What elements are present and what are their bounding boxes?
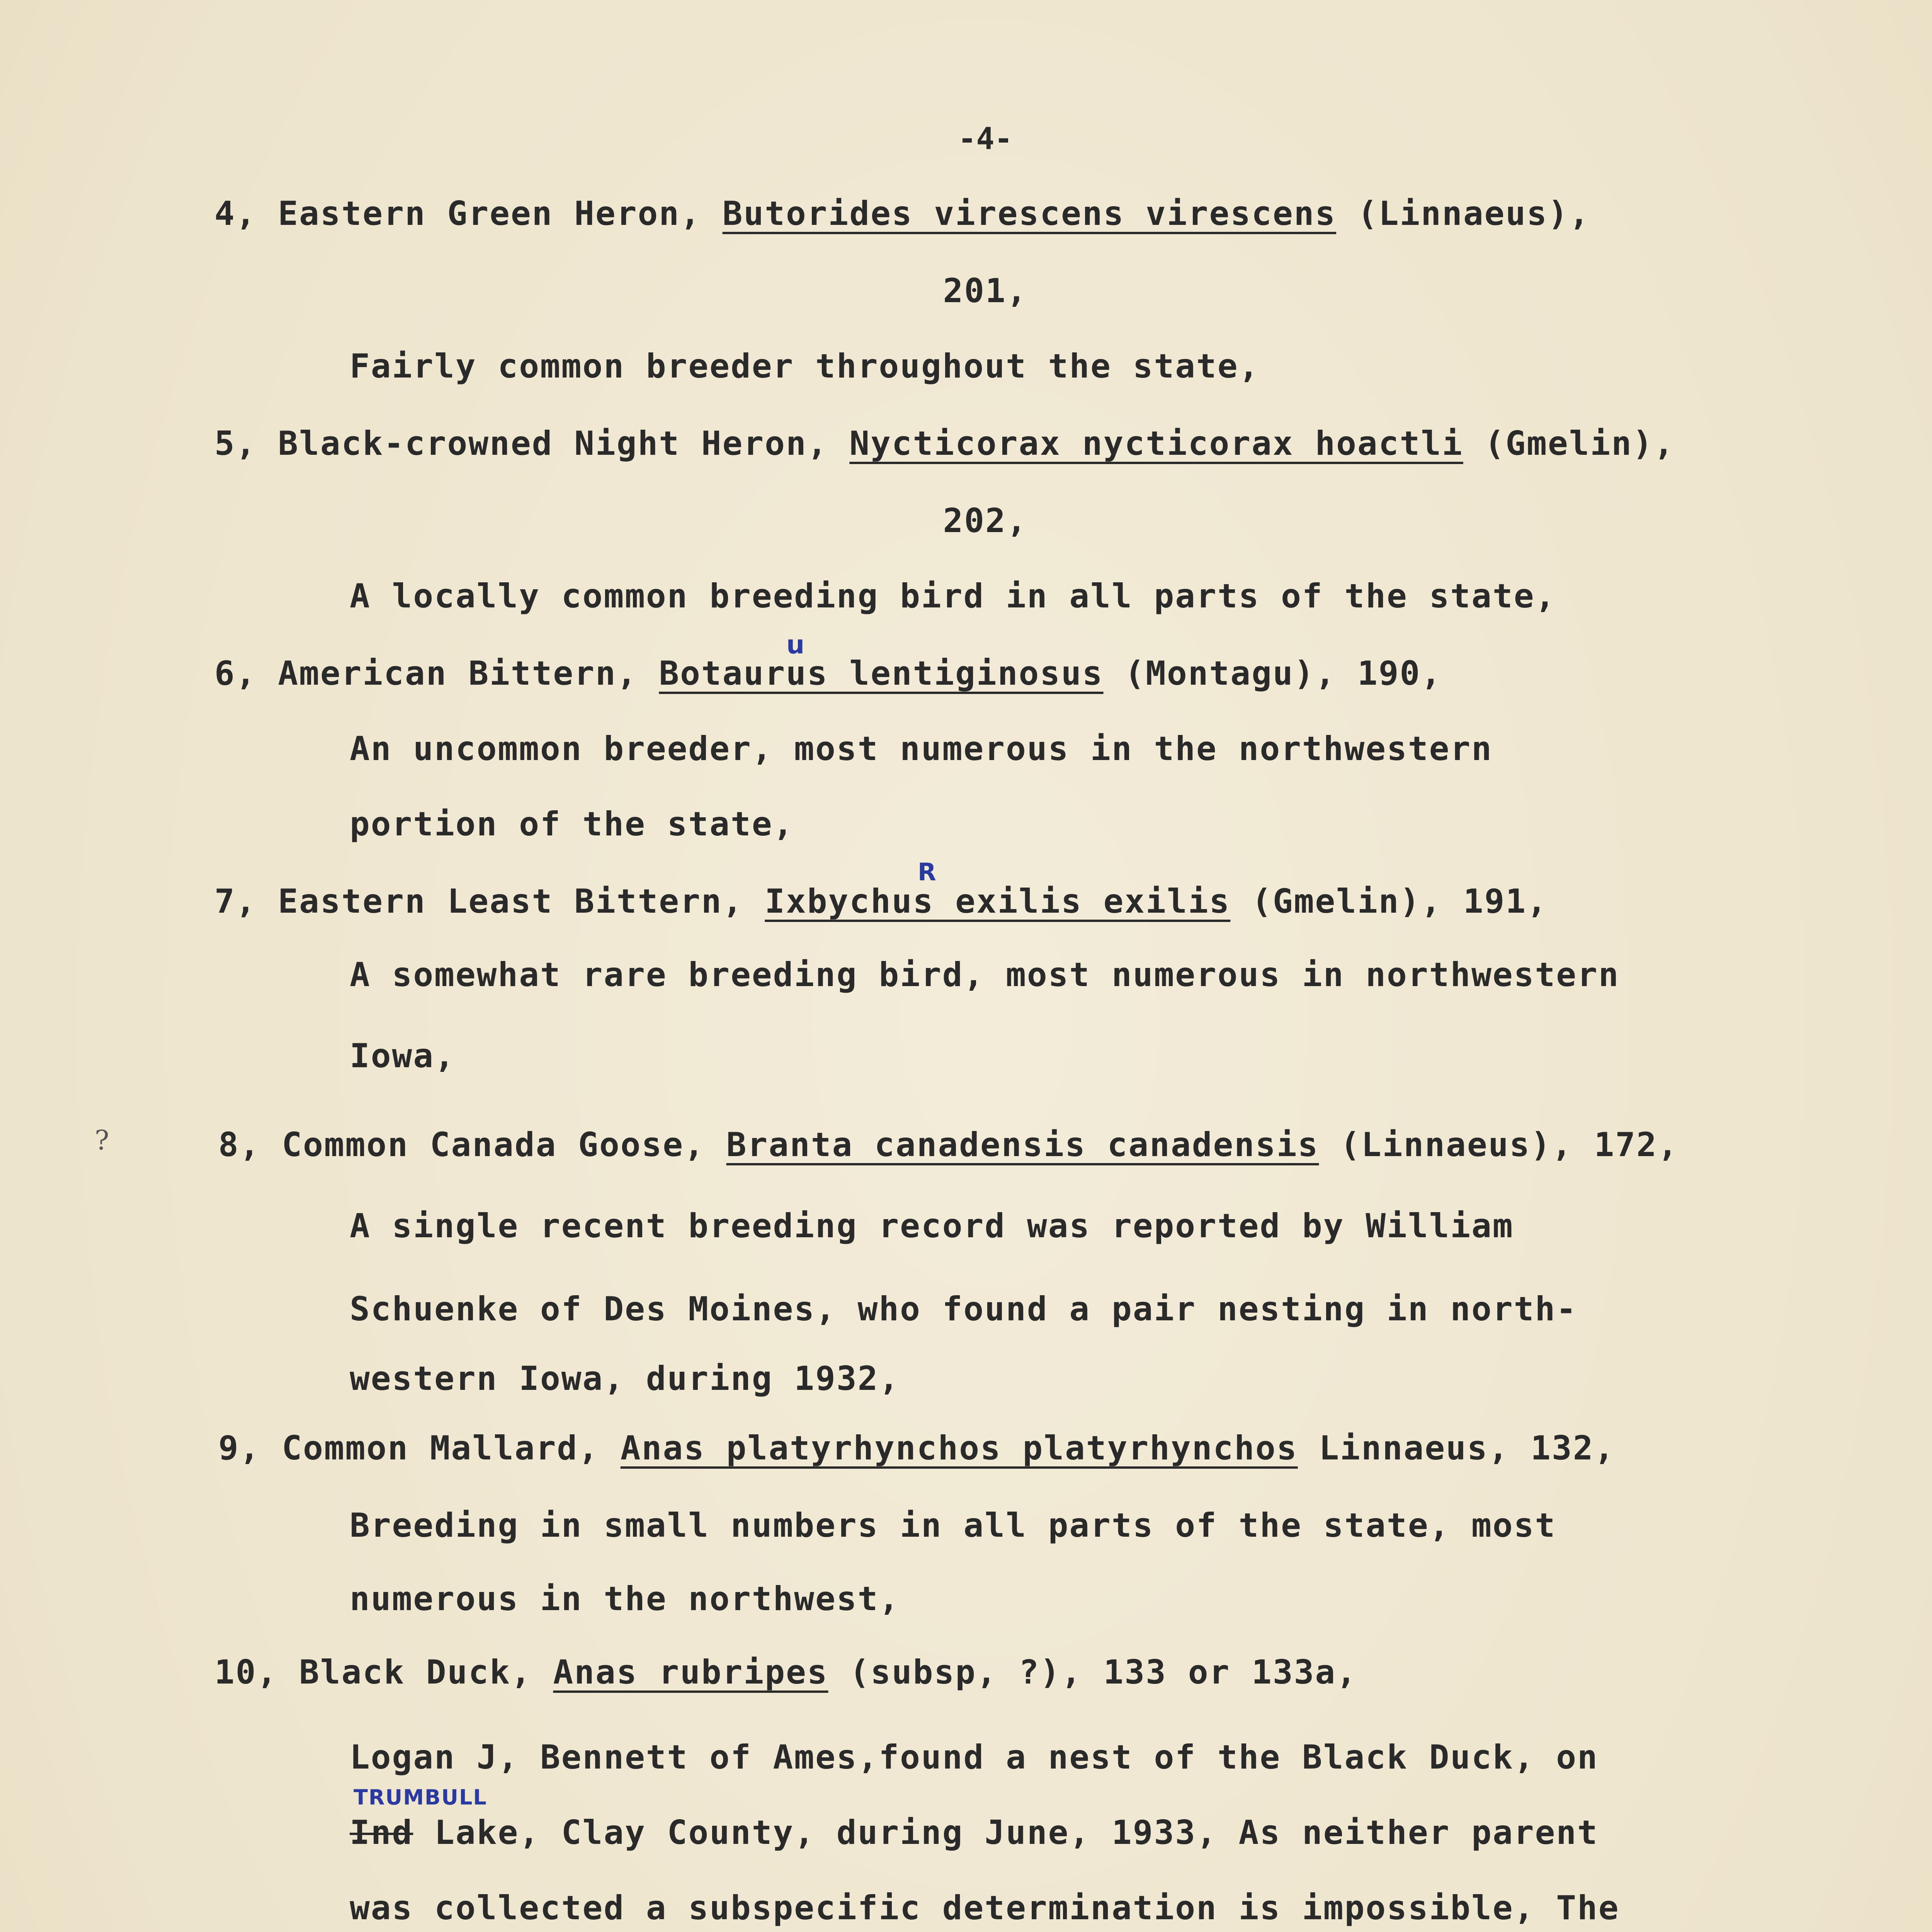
handwritten-trumbull-note: TRUMBULL: [354, 1785, 487, 1810]
scientific-name: Branta canadensis canadensis: [726, 1126, 1319, 1164]
scientific-name: Nycticorax nycticorax hoactli: [849, 424, 1463, 463]
entry-4-heading: 4, Eastern Green Heron, Butorides virescens virescens (Linnaeus),: [214, 194, 1590, 233]
entry-7-heading: 7, Eastern Least Bittern, Ixbychus exilis exilis (Gmelin), 191,: [214, 882, 1548, 921]
margin-question-mark: ?: [95, 1124, 109, 1156]
handwritten-u-correction: u: [786, 630, 804, 660]
scientific-name: Anas platyrhynchos platyrhynchos: [620, 1429, 1298, 1468]
scientific-name: Ixbychus exilis exilis: [765, 882, 1231, 921]
entry-4-description: Fairly common breeder throughout the state,: [350, 347, 1260, 386]
entry-9-description: numerous in the northwest,: [350, 1580, 900, 1618]
entry-10-description: Logan J, Bennett of Ames,found a nest of the Black Duck, on: [350, 1738, 1599, 1777]
entry-8-description: western Iowa, during 1932,: [350, 1359, 900, 1398]
entry-10-description: was collected a subspecific determination is impossible, The: [350, 1889, 1620, 1927]
handwritten-r-correction: R: [918, 858, 936, 886]
entry-9-description: Breeding in small numbers in all parts of the state, most: [350, 1506, 1556, 1545]
struck-word: Ind: [350, 1813, 413, 1852]
entry-8-heading: 8, Common Canada Goose, Branta canadensis canadensis (Linnaeus), 172,: [218, 1126, 1679, 1164]
entry-8-description: Schuenke of Des Moines, who found a pair nesting in north-: [350, 1290, 1578, 1328]
entry-5-description: A locally common breeding bird in all parts of the state,: [350, 577, 1556, 616]
page-number: -4-: [958, 122, 1013, 156]
entry-8-description: A single recent breeding record was reported by William: [350, 1207, 1514, 1245]
entry-4-code: 201,: [943, 272, 1028, 310]
entry-6-description: portion of the state,: [350, 805, 794, 844]
entry-6-heading: 6, American Bittern, Botaurus lentiginosus (Montagu), 190,: [214, 654, 1442, 693]
entry-7-description: Iowa,: [350, 1037, 456, 1075]
entry-6-description: An uncommon breeder, most numerous in the northwestern: [350, 730, 1493, 768]
scientific-name: Butorides virescens virescens: [722, 194, 1337, 233]
entry-10-heading: 10, Black Duck, Anas rubripes (subsp, ?), 133 or 133a,: [214, 1653, 1357, 1692]
entry-7-description: A somewhat rare breeding bird, most numerous in northwestern: [350, 956, 1620, 994]
entry-9-heading: 9, Common Mallard, Anas platyrhynchos platyrhynchos Linnaeus, 132,: [218, 1429, 1616, 1468]
scientific-name: Anas rubripes: [553, 1653, 828, 1692]
scientific-name: Botaurus lentiginosus: [659, 654, 1104, 693]
entry-10-description: Ind Lake, Clay County, during June, 1933, As neither parent: [350, 1813, 1599, 1852]
entry-5-heading: 5, Black-crowned Night Heron, Nycticorax nycticorax hoactli (Gmelin),: [214, 424, 1675, 463]
entry-5-code: 202,: [943, 502, 1028, 540]
